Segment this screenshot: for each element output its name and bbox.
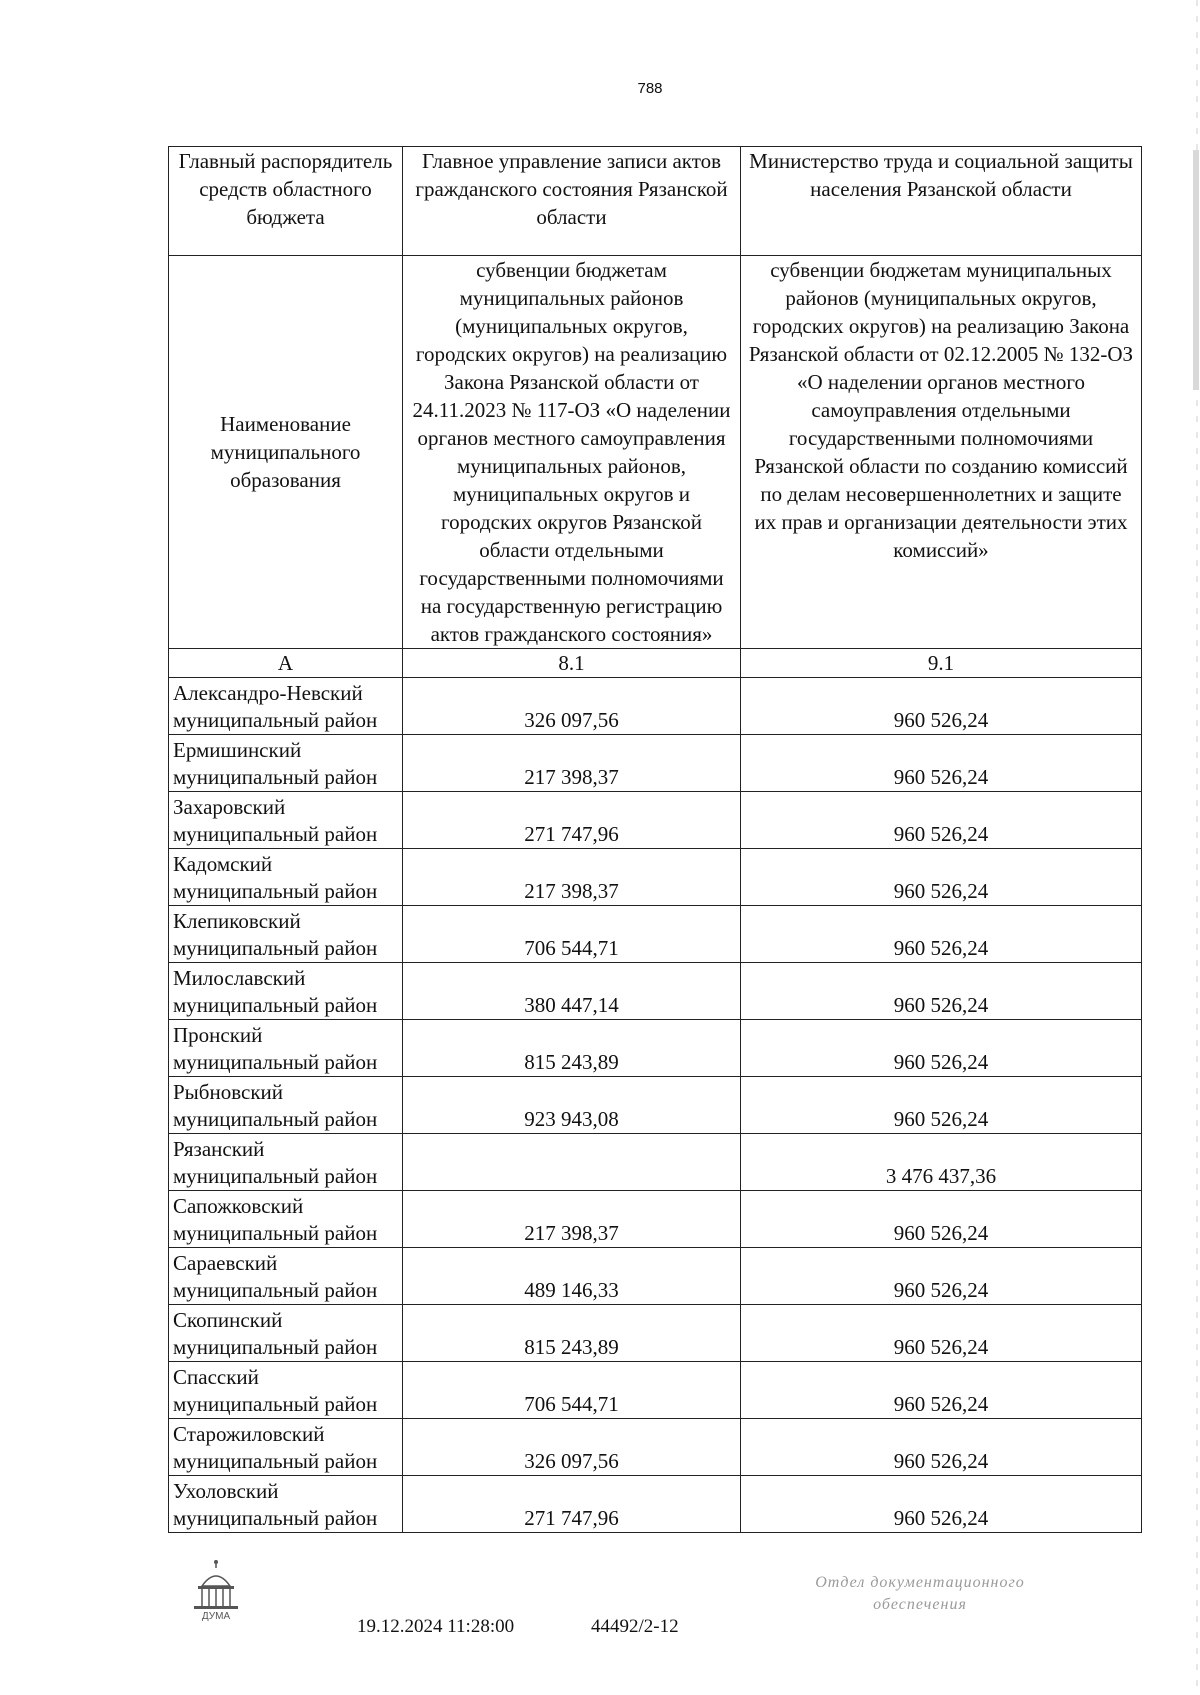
value-8-1: 380 447,14: [403, 963, 741, 1020]
table-row: [169, 1191, 1142, 1248]
district-name-line2: муниципальный район: [173, 1164, 378, 1188]
header-col-c: Министерство труда и социальной защиты населения Рязанской области: [741, 147, 1142, 256]
value-9-1: 960 526,24: [741, 963, 1142, 1020]
table-row: [169, 678, 1142, 735]
value-9-1: 960 526,24: [741, 1248, 1142, 1305]
district-name-line1: Захаровский: [173, 795, 286, 819]
district-name-line2: муниципальный район: [173, 1449, 378, 1473]
index-col-b: 8.1: [403, 649, 741, 678]
duma-building-icon: [190, 1558, 242, 1622]
table-row: [169, 1020, 1142, 1077]
table-row: [169, 963, 1142, 1020]
header-col-b: Главное управление записи актов гражданского состояния Рязанской области: [403, 147, 741, 256]
table-row: [169, 1476, 1142, 1533]
value-9-1: 960 526,24: [741, 906, 1142, 963]
table-row: [169, 1248, 1142, 1305]
district-name: [169, 678, 403, 735]
district-name-line2: муниципальный район: [173, 822, 378, 846]
stamp-line-1: Отдел документационного: [815, 1574, 1025, 1591]
value-9-1: 960 526,24: [741, 1419, 1142, 1476]
value-9-1: 960 526,24: [741, 678, 1142, 735]
district-name-line1: Скопинский: [173, 1308, 283, 1332]
district-name-line1: Спасский: [173, 1365, 259, 1389]
value-8-1: 271 747,96: [403, 792, 741, 849]
value-9-1: 960 526,24: [741, 792, 1142, 849]
district-name-line2: муниципальный район: [173, 1050, 378, 1074]
value-8-1: 489 146,33: [403, 1248, 741, 1305]
table-row: [169, 1077, 1142, 1134]
value-9-1: 960 526,24: [741, 1305, 1142, 1362]
district-name: [169, 1077, 403, 1134]
district-name-line2: муниципальный район: [173, 708, 378, 732]
district-name-line2: муниципальный район: [173, 879, 378, 903]
description-row: [169, 256, 1142, 649]
department-stamp: [770, 1572, 1070, 1616]
index-row: [169, 649, 1142, 678]
district-name-line1: Клепиковский: [173, 909, 301, 933]
district-name-line1: Ухоловский: [173, 1479, 279, 1503]
district-name-line1: Александро-Невский: [173, 681, 363, 705]
value-8-1: 217 398,37: [403, 849, 741, 906]
description-col-c: субвенции бюджетам муниципальных районов (муниципальных округов, городских округов) на реализацию Закона Рязанской области от 02.12.2005 № 132-ОЗ «О наделении органов местного самоуправления отдельными государственными полномочиями Рязанской области по созданию комиссий по делам несовершеннолетних и защите их прав и организации деятельности этих комиссий»: [741, 256, 1142, 649]
header-row: [169, 147, 1142, 256]
page-number: 788: [637, 80, 663, 97]
description-col-b: субвенции бюджетам муниципальных районов (муниципальных округов, городских округов) на реализацию Закона Рязанской области от 24.11.2023 № 117-ОЗ «О наделении органов местного самоуправления муниципальных районов, муниципальных округов и городских округов Рязанской области отдельными государственными полномочиями на государственную регистрацию актов гражданского состояния»: [403, 256, 741, 649]
table-row: [169, 735, 1142, 792]
index-col-c: 9.1: [741, 649, 1142, 678]
scan-edge-artifact: [1192, 0, 1200, 1695]
district-name: [169, 1134, 403, 1191]
footer-document-code: 44492/2-12: [591, 1616, 679, 1637]
district-name-line1: Сапожковский: [173, 1194, 304, 1218]
district-name-line1: Сараевский: [173, 1251, 278, 1275]
district-name: [169, 1020, 403, 1077]
value-9-1: 960 526,24: [741, 735, 1142, 792]
table-row: [169, 1134, 1142, 1191]
value-8-1: 217 398,37: [403, 735, 741, 792]
value-8-1: 815 243,89: [403, 1305, 741, 1362]
district-name: [169, 1419, 403, 1476]
district-name: [169, 849, 403, 906]
table-row: [169, 1362, 1142, 1419]
district-name: [169, 1191, 403, 1248]
district-name-line2: муниципальный район: [173, 1335, 378, 1359]
table-row: [169, 1419, 1142, 1476]
district-name-line2: муниципальный район: [173, 1107, 378, 1131]
footer-date: 19.12.2024 11:28:00: [357, 1616, 515, 1637]
district-name-line1: Ермишинский: [173, 738, 302, 762]
table-row: [169, 1305, 1142, 1362]
value-8-1: 217 398,37: [403, 1191, 741, 1248]
value-9-1: 960 526,24: [741, 1077, 1142, 1134]
value-8-1: 326 097,56: [403, 1419, 741, 1476]
district-name-line2: муниципальный район: [173, 1392, 378, 1416]
district-name-line1: Пронский: [173, 1023, 263, 1047]
district-name: [169, 906, 403, 963]
value-9-1: 960 526,24: [741, 1020, 1142, 1077]
value-8-1: 815 243,89: [403, 1020, 741, 1077]
district-name: [169, 1248, 403, 1305]
district-name-line1: Рязанский: [173, 1137, 265, 1161]
table-row: [169, 849, 1142, 906]
table-row: [169, 792, 1142, 849]
district-name: [169, 963, 403, 1020]
budget-table: [168, 146, 1142, 1533]
district-name-line2: муниципальный район: [173, 1221, 378, 1245]
value-8-1: 326 097,56: [403, 678, 741, 735]
district-name-line1: Рыбновский: [173, 1080, 284, 1104]
district-name-line1: Милославский: [173, 966, 306, 990]
index-col-a: А: [169, 649, 403, 678]
header-col-a: Главный распорядитель средств областного бюджета: [169, 147, 403, 256]
district-name-line2: муниципальный район: [173, 936, 378, 960]
value-8-1: 706 544,71: [403, 906, 741, 963]
stamp-line-2: обеспечения: [873, 1596, 967, 1613]
district-name-line2: муниципальный район: [173, 993, 378, 1017]
district-name-line2: муниципальный район: [173, 1506, 378, 1530]
district-name: [169, 792, 403, 849]
value-9-1: 960 526,24: [741, 849, 1142, 906]
district-name: [169, 1305, 403, 1362]
district-name-line1: Старожиловский: [173, 1422, 325, 1446]
table-row: [169, 906, 1142, 963]
district-name: [169, 1362, 403, 1419]
value-9-1: 960 526,24: [741, 1191, 1142, 1248]
value-9-1: 960 526,24: [741, 1476, 1142, 1533]
district-name: [169, 735, 403, 792]
value-8-1: [403, 1134, 741, 1191]
district-name: [169, 1476, 403, 1533]
logo-text: ДУМА: [201, 1611, 231, 1622]
value-9-1: 960 526,24: [741, 1362, 1142, 1419]
district-name-line2: муниципальный район: [173, 765, 378, 789]
description-col-a: Наименование муниципального образования: [169, 256, 403, 649]
district-name-line1: Кадомский: [173, 852, 273, 876]
value-9-1: 3 476 437,36: [741, 1134, 1142, 1191]
value-8-1: 706 544,71: [403, 1362, 741, 1419]
value-8-1: 271 747,96: [403, 1476, 741, 1533]
district-name-line2: муниципальный район: [173, 1278, 378, 1302]
value-8-1: 923 943,08: [403, 1077, 741, 1134]
